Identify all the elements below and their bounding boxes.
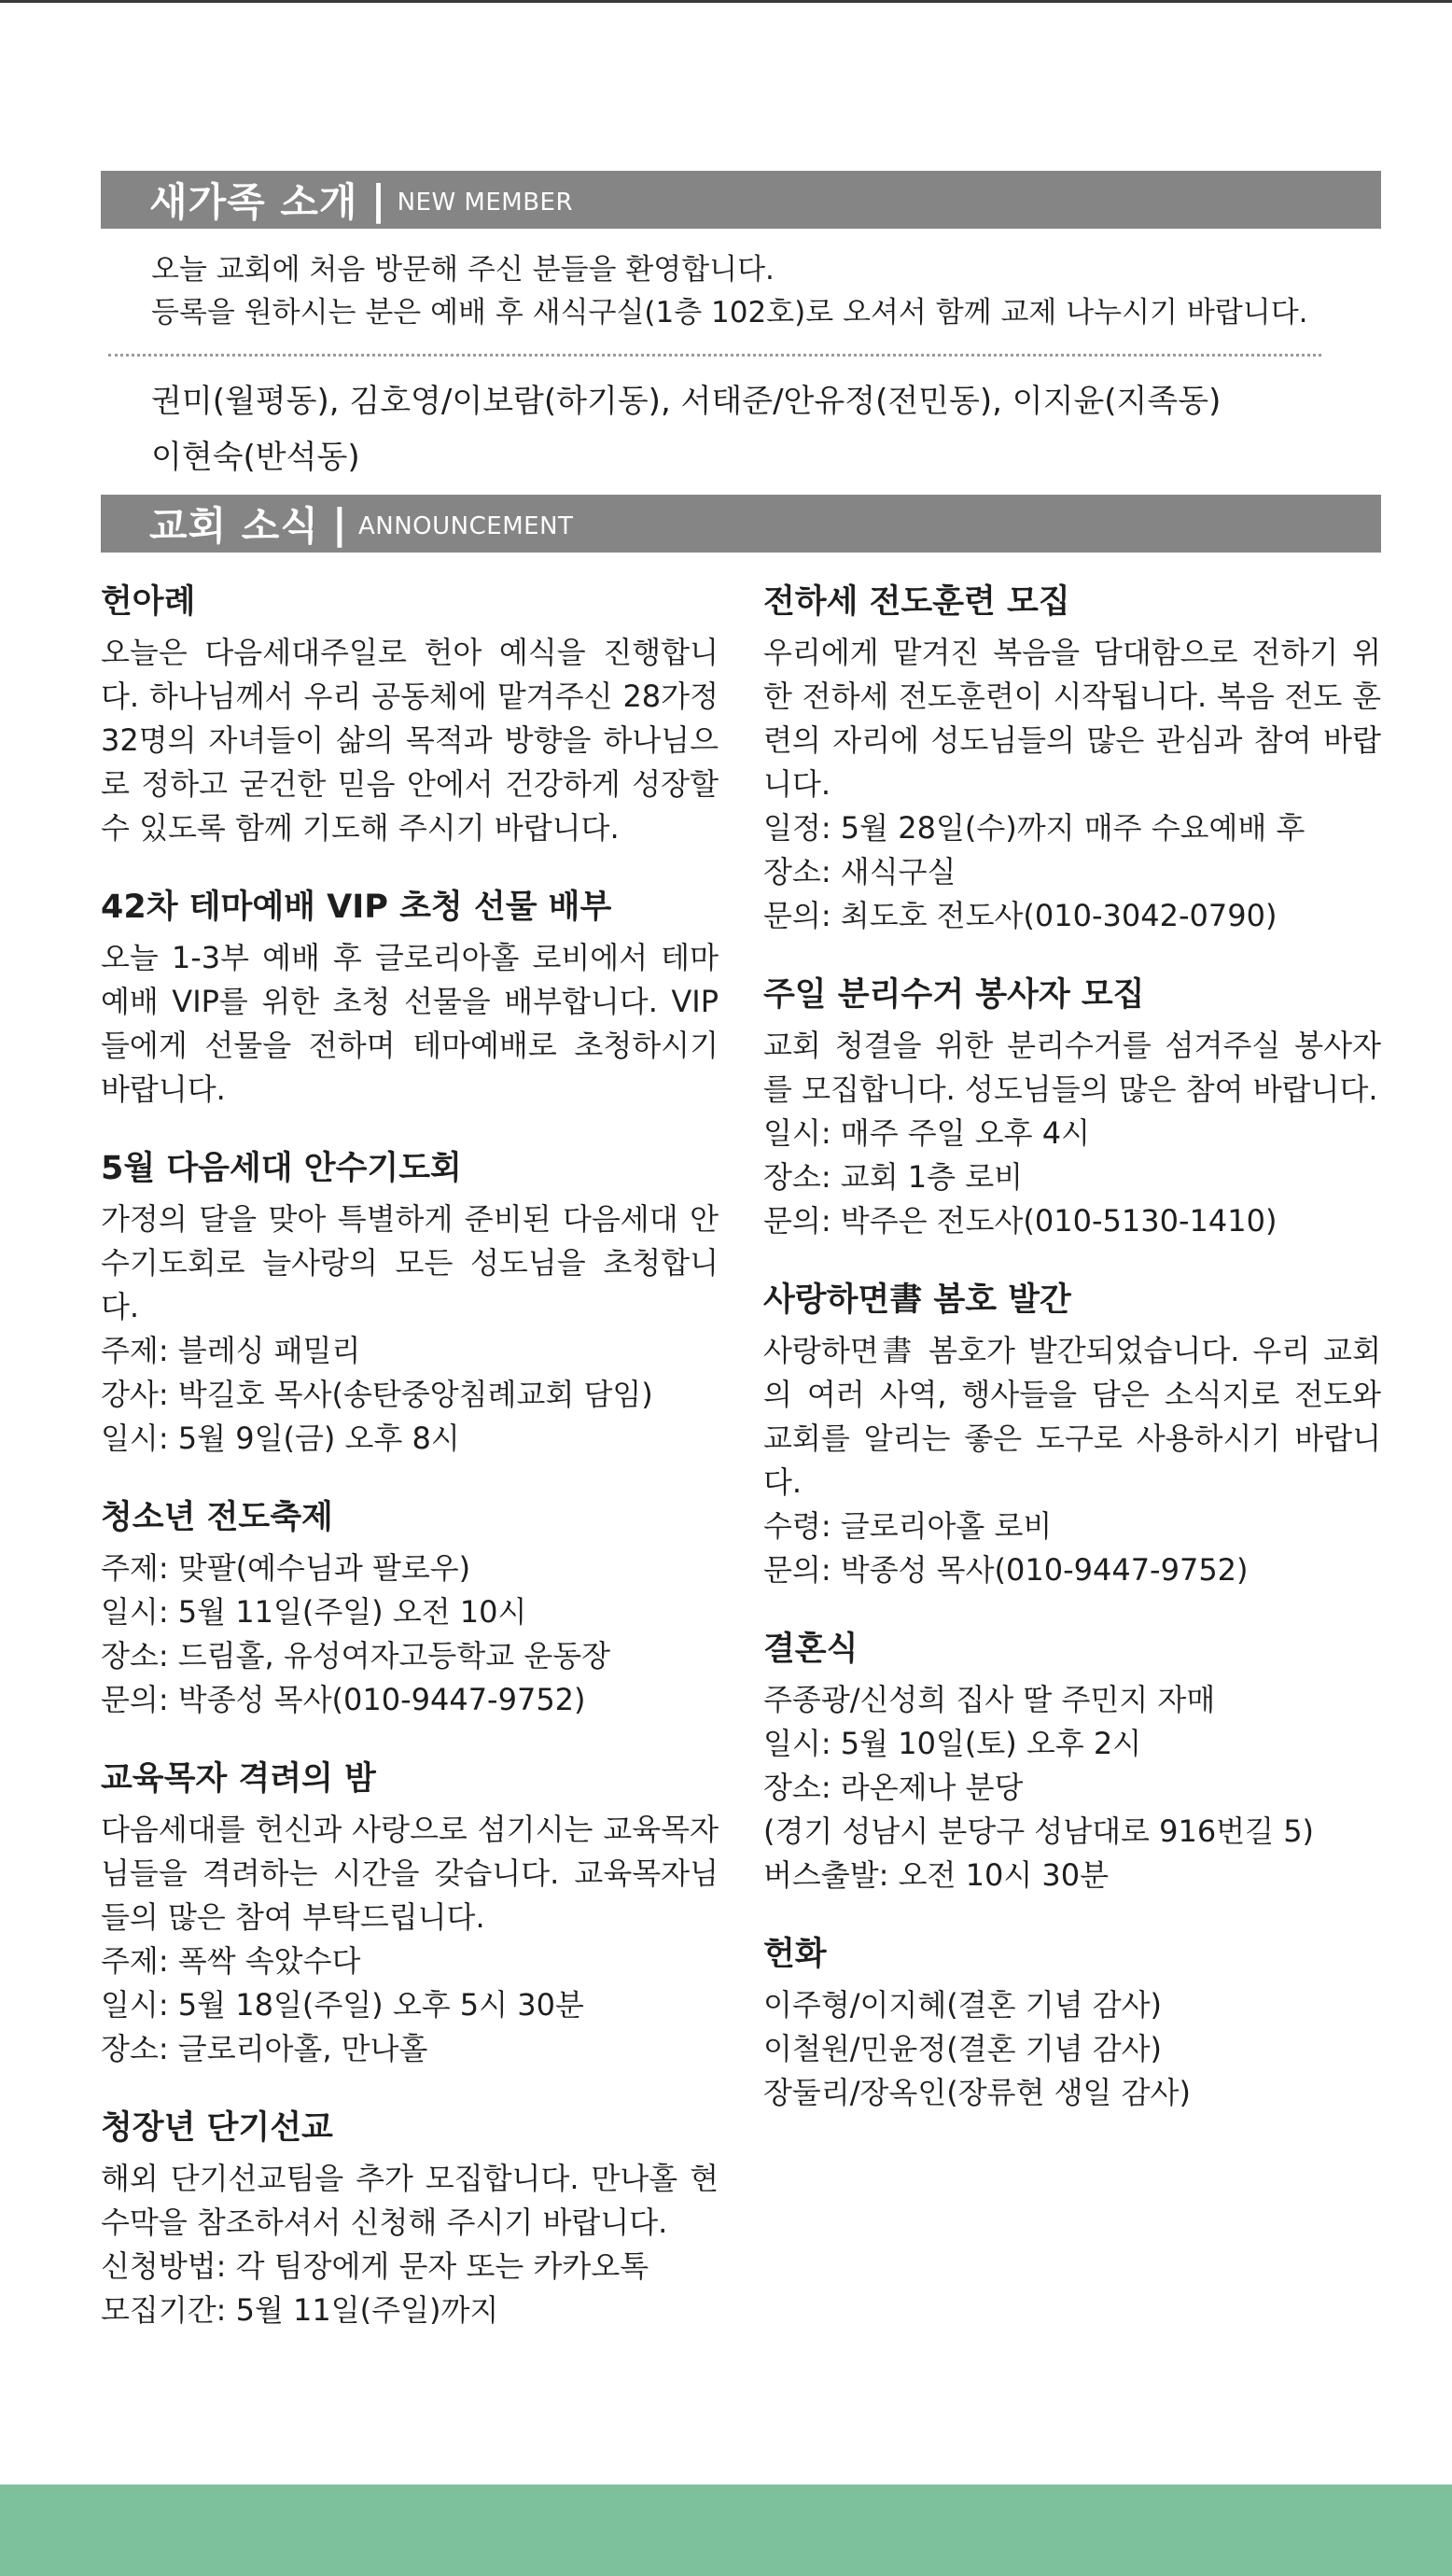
- announcement-item-paragraph: 교회 청결을 위한 분리수거를 섬겨주실 봉사자를 모집합니다. 성도님들의 많은 참여 바랍니다.: [763, 1028, 1381, 1107]
- announcement-left-column: [101, 579, 719, 2366]
- announcement-item-body: [763, 631, 1381, 938]
- dotted-divider: [108, 354, 1321, 357]
- announcement-right-column: [763, 579, 1381, 2149]
- new-member-names-line: 권미(월평동), 김호영/이보람(하기동), 서태준/안유정(전민동), 이지윤(지족동): [151, 383, 1222, 420]
- announcement-item-paragraph: 해외 단기선교팀을 추가 모집합니다. 만나홀 현수막을 참조하셔서 신청해 주시기 바랍니다.: [101, 2161, 719, 2240]
- announcement-item-detail-line: 신청방법: 각 팀장에게 문자 또는 카카오톡: [101, 2248, 649, 2284]
- announcement-item: [101, 1756, 719, 2071]
- announcement-item-detail-line: 일시: 5월 11일(주일) 오전 10시: [101, 1594, 527, 1630]
- announcement-item-detail-line: 문의: 박종성 목사(010-9447-9752): [763, 1552, 1249, 1588]
- announcement-item-paragraph: 우리에게 맡겨진 복음을 담대함으로 전하기 위한 전하세 전도훈련이 시작됩니다. 복음 전도 훈련의 자리에 성도님들의 많은 관심과 참여 바랍니다.: [763, 635, 1381, 802]
- announcement-item: [763, 1277, 1381, 1592]
- announcement-item-body: [101, 1808, 719, 2071]
- announcement-item: [101, 2105, 719, 2332]
- announcement-item-body: [763, 1329, 1381, 1592]
- announcement-item-paragraph: 다음세대를 헌신과 사랑으로 섬기시는 교육목자님들을 격려하는 시간을 갖습니다. 교육목자님들의 많은 참여 부탁드립니다.: [101, 1812, 719, 1935]
- new-member-intro-line: 오늘 교회에 처음 방문해 주신 분들을 환영합니다.: [151, 253, 775, 287]
- announcement-item-body: [101, 1547, 719, 1722]
- announcement-item: [101, 884, 719, 1112]
- announcement-item-title: 5월 다음세대 안수기도회: [101, 1150, 462, 1187]
- announcement-item: [763, 579, 1381, 938]
- announcement-title-separator: |: [331, 499, 347, 548]
- announcement-item-detail-line: 장소: 라온제나 분당: [763, 1770, 1024, 1805]
- announcement-item-paragraph: 가정의 달을 맞아 특별하게 준비된 다음세대 안수기도회로 늘사랑의 모든 성도님을 초청합니다.: [101, 1201, 719, 1324]
- new-member-title-separator: |: [370, 175, 386, 224]
- announcement-title-en: ANNOUNCEMENT: [358, 512, 574, 540]
- announcement-item-detail-line: 문의: 최도호 전도사(010-3042-0790): [763, 898, 1277, 933]
- announcement-item-detail-line: 장소: 드림홀, 유성여자고등학교 운동장: [101, 1638, 611, 1673]
- new-member-intro-line: 등록을 원하시는 분은 예배 후 새식구실(1층 102호)로 오셔서 함께 교제 나누시기 바랍니다.: [151, 296, 1308, 329]
- announcement-item-detail-line: 장둘리/장옥인(장류현 생일 감사): [763, 2075, 1191, 2110]
- announcement-item: [101, 579, 719, 850]
- announcement-item-title: 청장년 단기선교: [101, 2109, 333, 2147]
- announcement-item-detail-line: 일시: 5월 10일(토) 오후 2시: [763, 1726, 1142, 1761]
- announcement-item: [101, 1494, 719, 1722]
- announcement-item-detail-line: 이철원/민윤정(결혼 기념 감사): [763, 2031, 1163, 2066]
- new-member-title: 새가족 소개: [149, 179, 358, 225]
- announcement-item-title: 주일 분리수거 봉사자 모집: [763, 976, 1145, 1014]
- new-member-names-line: 이현숙(반석동): [151, 439, 360, 476]
- footer-band: [0, 2485, 1452, 2576]
- announcement-item-title: 결혼식: [763, 1631, 859, 1668]
- announcement-item-detail-line: (경기 성남시 분당구 성남대로 916번길 5): [763, 1813, 1315, 1849]
- announcement-item-detail-line: 이주형/이지혜(결혼 기념 감사): [763, 1987, 1163, 2023]
- announcement-item-body: [101, 2157, 719, 2332]
- announcement-item-detail-line: 일시: 5월 9일(금) 오후 8시: [101, 1421, 460, 1456]
- announcement-item: [101, 1145, 719, 1461]
- announcement-item: [763, 972, 1381, 1243]
- announcement-item-title: 교육목자 격려의 밤: [101, 1760, 376, 1798]
- announcement-item-detail-line: 수령: 글로리아홀 로비: [763, 1508, 1053, 1544]
- announcement-item-paragraph: 오늘 1-3부 예배 후 글로리아홀 로비에서 테마예배 VIP를 위한 초청 선물을 배부합니다. VIP들에게 선물을 전하며 테마예배로 초청하시기 바랍니다.: [101, 940, 719, 1107]
- announcement-item-detail-line: 주제: 블레싱 패밀리: [101, 1333, 361, 1368]
- announcement-item-detail-line: 주제: 폭싹 속았수다: [101, 1943, 361, 1979]
- announcement-item-paragraph: 오늘은 다음세대주일로 헌아 예식을 진행합니다. 하나님께서 우리 공동체에 맡겨주신 28가정 32명의 자녀들이 삶의 목적과 방향을 하나님으로 정하고 굳건한 믿음 안에서 건강하게 성장할 수 있도록 함께 기도해 주시기 바랍니다.: [101, 635, 719, 846]
- announcement-item-title: 청소년 전도축제: [101, 1499, 333, 1536]
- announcement-item-detail-line: 장소: 글로리아홀, 만나홀: [101, 2031, 428, 2066]
- new-member-intro: [151, 248, 1364, 334]
- announcement-item-detail-line: 주제: 맞팔(예수님과 팔로우): [101, 1550, 471, 1586]
- announcement-item-body: [763, 1983, 1381, 2115]
- announcement-item-title: 전하세 전도훈련 모집: [763, 583, 1070, 621]
- announcement-item-detail-line: 일시: 5월 18일(주일) 오후 5시 30분: [101, 1987, 584, 2023]
- announcement-item-detail-line: 강사: 박길호 목사(송탄중앙침례교회 담임): [101, 1377, 653, 1412]
- announcement-item-detail-line: 장소: 새식구실: [763, 854, 956, 889]
- announcement-item-detail-line: 문의: 박주은 전도사(010-5130-1410): [763, 1203, 1277, 1239]
- new-member-header-bar: [101, 171, 1381, 229]
- new-member-title-en: NEW MEMBER: [397, 189, 574, 217]
- announcement-item-body: [763, 1678, 1381, 1897]
- announcement-item-detail-line: 모집기간: 5월 11일(주일)까지: [101, 2292, 499, 2328]
- announcement-item-detail-line: 문의: 박종성 목사(010-9447-9752): [101, 1682, 586, 1717]
- announcement-title: 교회 소식: [149, 503, 319, 549]
- announcement-item-detail-line: 일정: 5월 28일(수)까지 매주 수요예배 후: [763, 810, 1305, 846]
- announcement-item-title: 헌아례: [101, 583, 196, 621]
- announcement-item-title: 사랑하면書 봄호 발간: [763, 1281, 1071, 1319]
- announcement-item-detail-line: 버스출발: 오전 10시 30분: [763, 1857, 1110, 1893]
- new-member-names: [151, 373, 1364, 485]
- announcement-item-body: [763, 1024, 1381, 1243]
- announcement-item: [763, 1626, 1381, 1897]
- announcement-header-bar: [101, 495, 1381, 553]
- announcement-item-detail-line: 일시: 매주 주일 오후 4시: [763, 1115, 1091, 1151]
- announcement-item-paragraph: 사랑하면書 봄호가 발간되었습니다. 우리 교회의 여러 사역, 행사들을 담은 소식지로 전도와 교회를 알리는 좋은 도구로 사용하시기 바랍니다.: [763, 1333, 1381, 1500]
- announcement-item-detail-line: 장소: 교회 1층 로비: [763, 1159, 1024, 1195]
- announcement-item-title: 헌화: [763, 1936, 827, 1973]
- announcement-item-title: 42차 테마예배 VIP 초청 선물 배부: [101, 889, 612, 926]
- announcement-item-body: [101, 936, 719, 1112]
- announcement-item: [763, 1931, 1381, 2115]
- announcement-item-body: [101, 1197, 719, 1461]
- top-border-line: [0, 0, 1452, 3]
- announcement-item-body: [101, 631, 719, 850]
- announcement-item-detail-line: 주종광/신성희 집사 딸 주민지 자매: [763, 1682, 1216, 1717]
